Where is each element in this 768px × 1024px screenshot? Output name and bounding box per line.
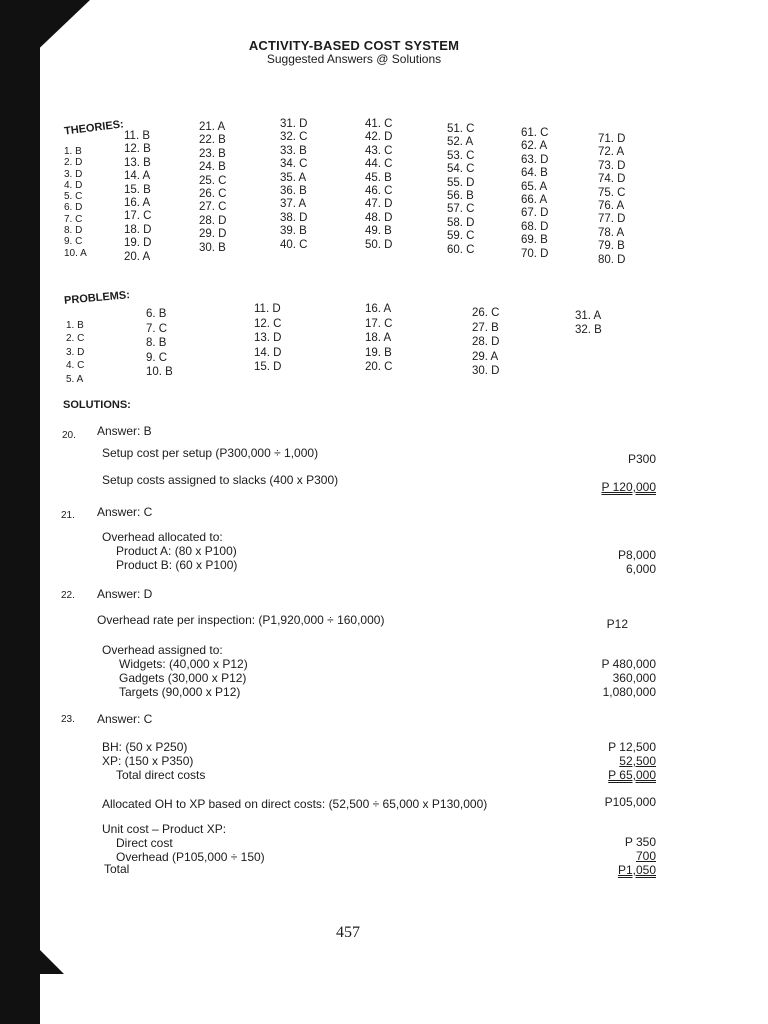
solution-22-targets-value: 1,080,000 (602, 685, 656, 699)
answer-item: 73. D (598, 159, 626, 172)
answer-item: 60. C (447, 243, 475, 256)
answer-item: 68. D (521, 220, 549, 233)
page-corner-shadow-bottom (40, 950, 64, 974)
answer-item: 25. C (199, 174, 227, 187)
answer-item: 42. D (365, 131, 393, 144)
solution-23-unit-cost-heading: Unit cost – Product XP: (102, 822, 227, 836)
answer-item: 66. A (521, 194, 548, 207)
solution-21-product-b-value: 6,000 (625, 562, 656, 576)
answer-item: 32. C (280, 131, 308, 144)
answer-item: 69. B (521, 234, 548, 247)
answer-item: 28. D (472, 336, 500, 349)
solution-22-rate-value: P12 (606, 617, 628, 631)
answer-item: 65. A (521, 180, 548, 193)
answer-item: 16. A (124, 197, 151, 210)
answer-item: 74. D (598, 173, 626, 186)
answer-item: 47. D (365, 198, 393, 211)
answer-item: 62. A (521, 140, 548, 153)
answer-item: 32. B (575, 323, 602, 336)
answer-item: 31. D (280, 118, 308, 130)
problems-column-2 (146, 307, 173, 380)
answer-item: 44. C (365, 158, 393, 171)
solution-23-bh-value: P 12,500 (608, 740, 656, 754)
answer-item: 12. C (254, 317, 282, 330)
theories-column-5 (365, 118, 393, 252)
answer-item: 17. C (124, 210, 152, 223)
answer-item: 8. D (64, 225, 83, 237)
solution-23-allocated-oh: Allocated OH to XP based on direct costs: (52,500 ÷ 65,000 x P130,000) (102, 797, 488, 811)
answer-item: 55. D (447, 176, 475, 189)
binding-shadow (0, 0, 40, 1024)
answer-item: 43. C (365, 144, 393, 157)
answer-item: 21. A (199, 121, 226, 133)
answer-item: 71. D (598, 133, 626, 145)
theories-column-7 (521, 127, 549, 261)
answer-item: 72. A (598, 146, 625, 159)
answer-item: 3. D (66, 346, 85, 358)
page-title: ACTIVITY-BASED COST SYSTEM (248, 38, 460, 53)
answer-item: 29. A (472, 350, 499, 363)
answer-item: 34. C (280, 158, 308, 171)
solution-23-direct-cost-value: P 350 (624, 835, 656, 849)
answer-item: 10. B (146, 366, 173, 379)
answer-item: 7. C (146, 322, 168, 335)
solution-20-line-1: Setup cost per setup (P300,000 ÷ 1,000) (102, 446, 319, 460)
solution-22-gadgets: Gadgets (30,000 x P12) (119, 671, 247, 685)
answer-item: 64. B (521, 167, 548, 180)
answer-item: 6. B (146, 308, 167, 320)
solution-22-widgets: Widgets: (40,000 x P12) (119, 657, 248, 671)
solution-22-number: 22. (61, 590, 75, 601)
theories-column-8 (598, 133, 626, 267)
answer-item: 5. C (64, 191, 83, 203)
solution-21-heading: Overhead allocated to: (102, 530, 223, 544)
answer-item: 37. A (280, 198, 307, 211)
answer-item: 57. C (447, 203, 475, 216)
problems-heading: PROBLEMS: (63, 289, 131, 307)
answer-item: 11. D (254, 303, 281, 315)
answer-item: 35. A (280, 171, 307, 184)
answer-item: 23. B (199, 147, 226, 160)
answer-item: 13. D (254, 332, 282, 345)
page-subtitle: Suggested Answers @ Solutions (266, 52, 442, 66)
answer-item: 41. C (365, 118, 393, 130)
solution-21-answer: Answer: C (97, 505, 153, 519)
answer-item: 40. C (280, 238, 308, 251)
answer-item: 51. C (447, 123, 475, 135)
solutions-heading: SOLUTIONS: (63, 399, 131, 411)
answer-item: 5. A (66, 373, 84, 385)
answer-item: 36. B (280, 185, 307, 198)
solution-20-answer: Answer: B (97, 424, 152, 438)
solution-20-line-2: Setup costs assigned to slacks (400 x P300) (102, 473, 339, 487)
answer-item: 4. C (66, 360, 85, 372)
answer-item: 7. C (64, 213, 83, 225)
answer-item: 53. C (447, 149, 475, 162)
solution-22-gadgets-value: 360,000 (612, 671, 656, 685)
answer-item: 14. A (124, 170, 151, 183)
solution-21-product-a: Product A: (80 x P100) (116, 544, 237, 558)
answer-item: 33. B (280, 144, 307, 157)
solution-21-product-a-value: P8,000 (617, 548, 656, 562)
answer-item: 4. D (64, 179, 83, 191)
answer-item: 20. A (124, 250, 151, 263)
theories-column-4 (280, 118, 308, 252)
solution-20-number: 20. (62, 430, 76, 441)
answer-item: 27. B (472, 321, 499, 334)
page-number: 457 (336, 924, 360, 941)
answer-item: 9. C (146, 351, 168, 364)
answer-item: 13. B (124, 156, 151, 169)
answer-item: 58. D (447, 216, 475, 229)
theories-column-1 (64, 146, 87, 259)
answer-item: 22. B (199, 134, 226, 147)
answer-item: 50. D (365, 238, 393, 251)
answer-item: 38. D (280, 211, 308, 224)
answer-item: 10. A (64, 247, 87, 259)
answer-item: 2. D (64, 157, 83, 169)
solution-23-xp: XP: (150 x P350) (102, 754, 194, 768)
answer-item: 26. C (472, 307, 500, 319)
answer-item: 19. B (365, 346, 392, 359)
answer-item: 16. A (365, 303, 392, 315)
answer-item: 54. C (447, 163, 475, 176)
answer-item: 12. B (124, 143, 151, 156)
answer-item: 27. C (199, 201, 227, 214)
answer-item: 17. C (365, 317, 393, 330)
answer-item: 45. B (365, 171, 392, 184)
answer-item: 63. D (521, 153, 549, 166)
answer-item: 20. C (365, 361, 393, 374)
solution-20-value-1: P300 (627, 452, 656, 466)
answer-item: 70. D (521, 247, 549, 260)
solution-23-allocated-oh-value: P105,000 (604, 795, 656, 809)
solution-22-targets: Targets (90,000 x P12) (119, 685, 241, 699)
answer-item: 78. A (598, 226, 625, 239)
answer-item: 52. A (447, 136, 474, 149)
answer-item: 28. D (199, 214, 227, 227)
solution-21-product-b: Product B: (60 x P100) (116, 558, 238, 572)
theories-column-3 (199, 121, 227, 255)
answer-item: 15. D (254, 361, 282, 374)
problems-column-6 (575, 310, 602, 337)
answer-item: 56. B (447, 190, 474, 203)
solution-23-bh: BH: (50 x P250) (102, 740, 188, 754)
answer-item: 1. B (66, 320, 84, 331)
solution-23-answer: Answer: C (97, 712, 153, 726)
solution-22-widgets-value: P 480,000 (601, 657, 656, 671)
theories-column-2 (124, 130, 152, 264)
answer-item: 67. D (521, 207, 549, 220)
problems-column-4 (365, 302, 393, 375)
solution-22-rate: Overhead rate per inspection: (P1,920,000 ÷ 160,000) (97, 613, 385, 627)
answer-item: 61. C (521, 127, 549, 139)
answer-item: 14. D (254, 346, 282, 359)
theories-column-6 (447, 123, 475, 257)
answer-item: 76. A (598, 200, 625, 213)
answer-item: 18. A (365, 332, 392, 345)
answer-item: 30. D (472, 365, 500, 378)
answer-item: 31. A (575, 310, 602, 322)
solution-23-xp-value: 52,500 (619, 754, 656, 768)
theories-heading: THEORIES: (63, 118, 125, 138)
answer-item: 19. D (124, 237, 152, 250)
solution-23-direct-cost: Direct cost (116, 836, 173, 850)
problems-column-5 (472, 306, 500, 379)
answer-item: 6. D (64, 202, 83, 214)
answer-item: 11. B (124, 130, 150, 142)
solution-22-answer: Answer: D (97, 587, 153, 601)
answer-item: 80. D (598, 253, 626, 266)
answer-item: 26. C (199, 188, 227, 201)
answer-item: 24. B (199, 161, 226, 174)
answer-item: 30. B (199, 241, 226, 254)
answer-item: 75. C (598, 186, 626, 199)
answer-item: 77. D (598, 213, 626, 226)
answer-item: 59. C (447, 230, 475, 243)
problems-column-3 (254, 302, 282, 375)
solution-23-number: 23. (61, 714, 75, 725)
answer-item: 79. B (598, 240, 625, 253)
solution-23-total: Total (104, 862, 130, 876)
answer-item: 39. B (280, 225, 307, 238)
solution-23-overhead: Overhead (P105,000 ÷ 150) (116, 850, 265, 864)
answer-item: 1. B (64, 146, 82, 157)
answer-item: 2. C (66, 333, 85, 345)
answer-item: 15. B (124, 183, 151, 196)
answer-item: 49. B (365, 225, 392, 238)
answer-item: 3. D (64, 168, 83, 180)
solution-22-heading: Overhead assigned to: (102, 643, 223, 657)
answer-item: 8. B (146, 337, 167, 350)
problems-column-1 (66, 319, 84, 386)
solution-23-overhead-value: 700 (635, 849, 656, 863)
solution-20-value-2: P 120,000 (601, 480, 656, 494)
answer-item: 29. D (199, 228, 227, 241)
answer-item: 18. D (124, 223, 152, 236)
solution-23-total-direct: Total direct costs (116, 768, 206, 782)
answer-item: 46. C (365, 185, 393, 198)
answer-item: 48. D (365, 211, 393, 224)
answer-item: 9. C (64, 236, 83, 248)
solution-23-total-direct-value: P 65,000 (608, 768, 656, 782)
solution-21-number: 21. (61, 510, 75, 521)
solution-23-total-value: P1,050 (617, 863, 656, 877)
